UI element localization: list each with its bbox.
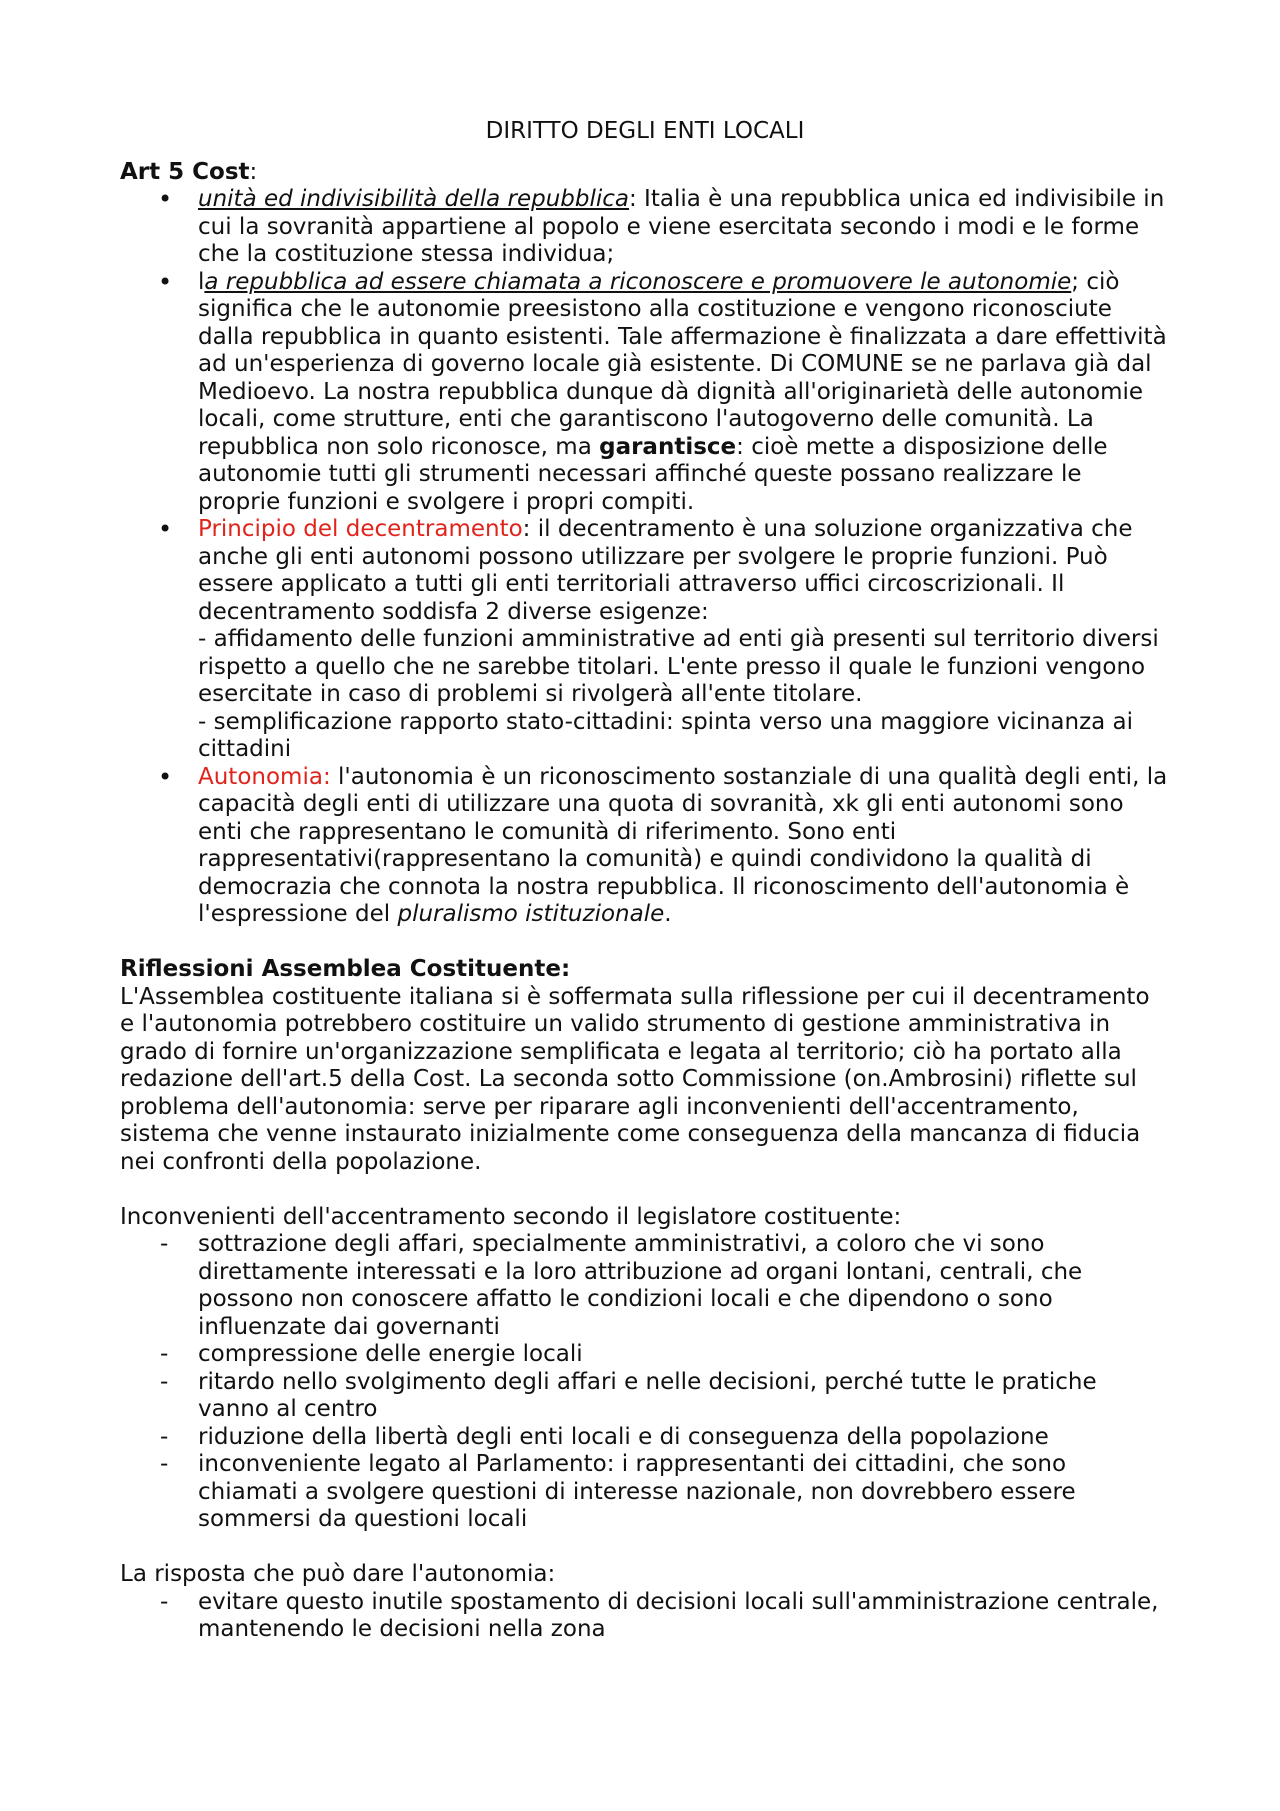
art5-bullet-list — [120, 186, 1170, 929]
list-item — [120, 516, 1170, 764]
list-item: - inconveniente legato al Parlamento: i rappresentanti dei cittadini, che sono chiamati a svolgere questioni di interesse nazionale, non dovrebbero essere sommersi da questioni locali — [120, 1451, 1170, 1534]
item-term: Principio del decentramento — [198, 516, 523, 542]
item-text-a: ; ciò significa che le autonomie preesistono alla costituzione e vengono riconosciute dalla repubblica in quanto esistenti. Tale affermazione è finalizzata a dare effettività ad un'esperienza di governo locale già esistente. Di COMUNE se ne parlava già dal Medioevo. La nostra repubblica dunque dà dignità all'originarietà delle autonomie locali, come strutture, enti che garantiscono l'autogoverno delle comunità. La repubblica non solo riconosce, ma — [198, 268, 1167, 460]
list-item — [120, 186, 1170, 269]
art5-heading — [120, 159, 1170, 187]
art5-heading-text: Art 5 Cost — [120, 158, 250, 185]
list-item — [120, 269, 1170, 517]
inconvenienti-list — [120, 1231, 1170, 1534]
art5-heading-colon: : — [249, 158, 258, 185]
risposta-intro: La risposta che può dare l'autonomia: — [120, 1561, 556, 1587]
item-text: : Italia è una repubblica unica ed indivisibile in cui la sovranità appartiene al popolo e viene esercitata secondo i modi e le forme che la costituzione stessa individua; — [198, 186, 1165, 267]
item-bold: garantisce — [599, 433, 737, 460]
item-text-b: : cioè mette a disposizione delle autonomie tutti gli strumenti necessari affinché queste possano realizzare le proprie funzioni e svolgere i propri compiti. — [198, 433, 1108, 515]
list-item: - evitare questo inutile spostamento di decisioni locali sull'amministrazione centrale, mantenendo le decisioni nella zona — [120, 1589, 1170, 1644]
item-text-a: l'autonomia è un riconoscimento sostanziale di una qualità degli enti, la capacità degli enti di utilizzare una quota di sovranità, xk gli enti autonomi sono enti che rappresentano le comunità di riferimento. Sono enti rappresentativi(rappresentano la comunità) e quindi condividono la qualità di democrazia che connota la nostra repubblica. Il riconoscimento dell'autonomia è l'espressione del — [198, 763, 1168, 927]
spacer — [120, 1534, 1170, 1562]
riflessioni-heading: Riflessioni Assemblea Costituente: — [120, 956, 571, 982]
item-text-b: . — [664, 901, 672, 927]
risposta-list — [120, 1589, 1170, 1644]
list-item: - ritardo nello svolgimento degli affari e nelle decisioni, perché tutte le pratiche vanno al centro — [120, 1369, 1170, 1424]
document-title: DIRITTO DEGLI ENTI LOCALI — [485, 118, 805, 144]
list-item — [120, 764, 1170, 929]
item-term: Autonomia: — [198, 763, 331, 790]
item-line3: - semplificazione rapporto stato-cittadini: spinta verso una maggiore vicinanza ai cittadini — [198, 708, 1134, 762]
item-term: unità ed indivisibilità della repubblica — [198, 186, 629, 212]
spacer — [120, 1176, 1170, 1204]
riflessioni-paragraph: L'Assemblea costituente italiana si è soffermata sulla riflessione per cui il decentramento e l'autonomia potrebbero costituire un valido strumento di gestione amministrativa in grado di fornire un'organizzazione semplificata e legata al territorio; ciò ha portato alla redazione dell'art.5 della Cost. La seconda sotto Commissione (on.Ambrosini) riflette sul problema dell'autonomia: serve per riparare agli inconvenienti dell'accentramento, sistema che venne instaurato inizialmente come conseguenza della mancanza di fiducia nei confronti della popolazione. — [120, 983, 1150, 1175]
spacer — [120, 929, 1170, 957]
item-text: : il decentramento è una soluzione organizzativa che anche gli enti autonomi possono utilizzare per svolgere le proprie funzioni. Può essere applicato a tutti gli enti territoriali attraverso uffici circoscrizionali. Il decentramento soddisfa 2 diverse esigenze: — [198, 516, 1133, 625]
inconvenienti-intro: Inconvenienti dell'accentramento secondo il legislatore costituente: — [120, 1203, 902, 1230]
item-italic: pluralismo istituzionale — [397, 901, 665, 927]
item-line2: - affidamento delle funzioni amministrative ad enti già presenti sul territorio diversi rispetto a quello che ne sarebbe titolari. L'ente presso il quale le funzioni vengono esercitate in caso di problemi si rivolgerà all'ente titolare. — [198, 626, 1159, 707]
item-term: a repubblica ad essere chiamata a riconoscere e promuovere le autonomie — [204, 268, 1072, 295]
list-item: - compressione delle energie locali — [120, 1341, 1170, 1369]
item-lead: l — [198, 268, 205, 295]
list-item: - sottrazione degli affari, specialmente amministrativi, a coloro che vi sono direttamente interessati e la loro attribuzione ad organi lontani, centrali, che possono non conoscere affatto le condizioni locali e che dipendono o sono influenzate dai governanti — [120, 1231, 1170, 1341]
list-item: - riduzione della libertà degli enti locali e di conseguenza della popolazione — [120, 1424, 1170, 1452]
